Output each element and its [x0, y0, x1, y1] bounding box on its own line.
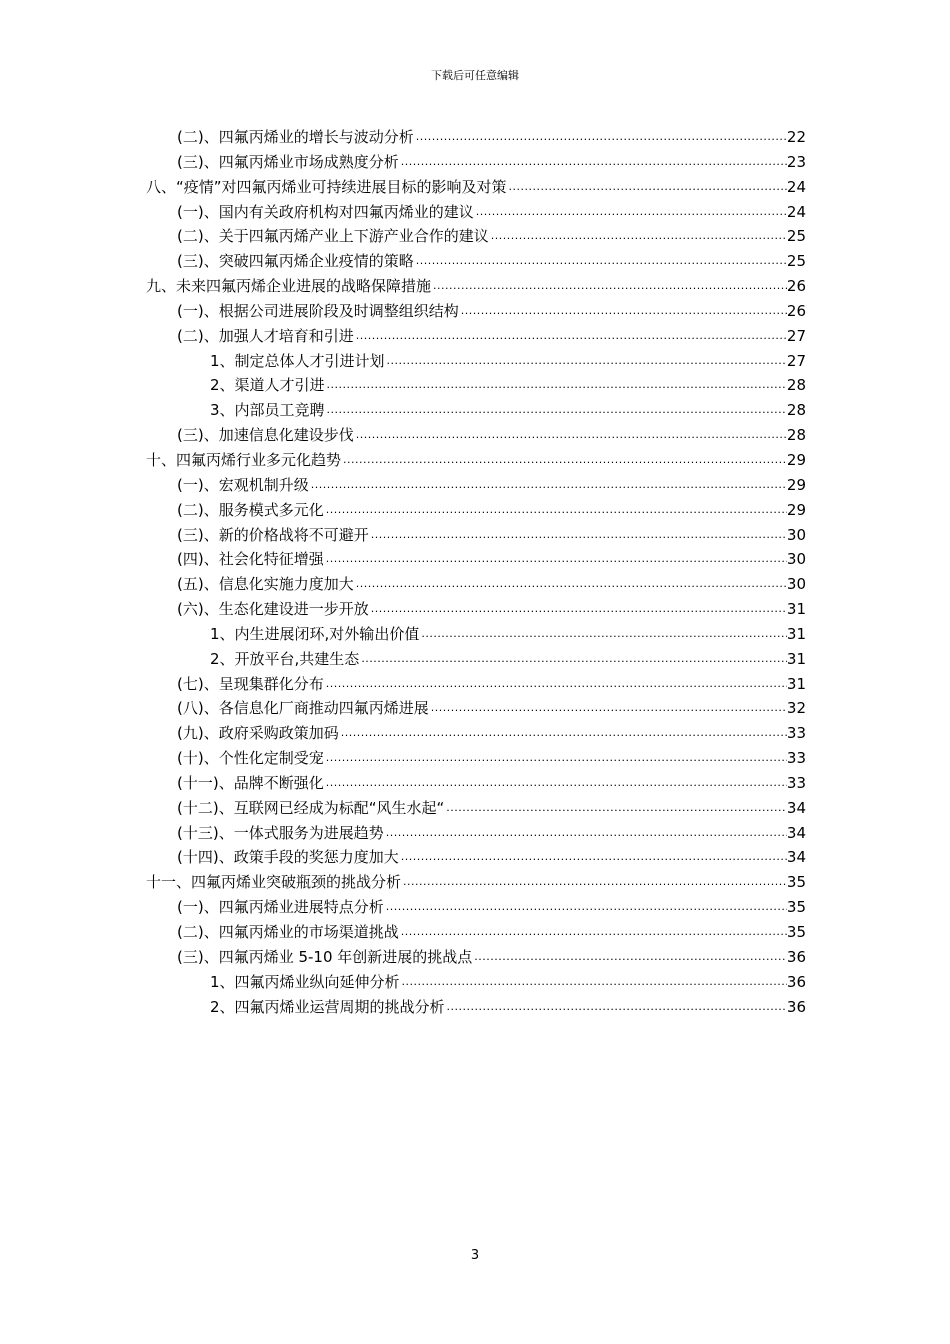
toc-entry[interactable]: [146, 920, 806, 945]
toc-dot-leader: [341, 448, 787, 473]
toc-entry-page: 25: [786, 252, 806, 271]
toc-entry-page: 29: [786, 475, 806, 494]
toc-dot-leader: [489, 224, 787, 249]
toc-entry-page: 35: [786, 873, 806, 892]
toc-entry[interactable]: [146, 547, 806, 572]
toc-dot-leader: [324, 771, 787, 796]
page-number: 3: [470, 1248, 480, 1263]
toc-entry-title: 1、四氟丙烯业纵向延伸分析: [210, 972, 400, 991]
toc-dot-leader: [399, 845, 787, 870]
toc-entry-title: (三)、突破四氟丙烯企业疫情的策略: [177, 252, 414, 271]
toc-entry-page: 24: [786, 177, 806, 196]
toc-entry[interactable]: [146, 224, 806, 249]
toc-entry-title: 2、四氟丙烯业运营周期的挑战分析: [210, 997, 445, 1016]
toc-dot-leader: [431, 274, 787, 299]
toc-entry-title: (七)、呈现集群化分布: [177, 674, 324, 693]
toc-entry-title: (六)、生态化建设进一步开放: [177, 600, 369, 619]
toc-entry[interactable]: [146, 970, 806, 995]
toc-dot-leader: [444, 796, 787, 821]
toc-entry[interactable]: [146, 796, 806, 821]
toc-entry-page: 26: [786, 301, 806, 320]
toc-entry[interactable]: [146, 672, 806, 697]
toc-entry-page: 23: [786, 152, 806, 171]
toc-entry[interactable]: [146, 622, 806, 647]
toc-entry-page: 30: [786, 525, 806, 544]
toc-entry[interactable]: [146, 597, 806, 622]
toc-entry-title: (十一)、品牌不断强化: [177, 773, 324, 792]
toc-dot-leader: [369, 523, 787, 548]
toc-entry-page: 31: [786, 624, 806, 643]
toc-entry-title: 3、内部员工竞聘: [210, 401, 325, 420]
toc-dot-leader: [309, 473, 787, 498]
toc-entry[interactable]: [146, 995, 806, 1020]
page-header: 下载后可任意编辑: [431, 69, 519, 82]
toc-dot-leader: [474, 200, 787, 225]
toc-entry-title: (二)、加强人才培育和引进: [177, 326, 354, 345]
toc-dot-leader: [325, 398, 787, 423]
toc-entry-title: 1、制定总体人才引进计划: [210, 351, 385, 370]
toc-entry-page: 35: [786, 923, 806, 941]
table-of-contents: [146, 125, 806, 1019]
toc-entry-page: 36: [786, 972, 806, 991]
toc-entry[interactable]: [146, 349, 806, 374]
toc-entry-page: 33: [786, 773, 806, 792]
toc-dot-leader: [369, 597, 787, 622]
toc-entry[interactable]: [146, 870, 806, 895]
toc-dot-leader: [459, 299, 787, 324]
toc-entry-page: 28: [786, 401, 806, 420]
toc-entry-page: 32: [786, 699, 806, 718]
toc-entry-title: (二)、四氟丙烯业的市场渠道挑战: [177, 923, 399, 941]
toc-entry[interactable]: [146, 175, 806, 200]
toc-entry[interactable]: [146, 498, 806, 523]
toc-dot-leader: [399, 920, 787, 945]
toc-entry[interactable]: [146, 324, 806, 349]
toc-entry-title: (三)、加速信息化建设步伐: [177, 426, 354, 445]
toc-dot-leader: [419, 622, 787, 647]
toc-entry[interactable]: [146, 945, 806, 970]
toc-dot-leader: [384, 895, 787, 920]
toc-dot-leader: [354, 324, 787, 349]
toc-entry-title: (一)、国内有关政府机构对四氟丙烯业的建议: [177, 202, 474, 221]
toc-entry-title: (十二)、互联网已经成为标配“风生水起“: [177, 798, 445, 817]
toc-dot-leader: [472, 945, 787, 970]
toc-entry[interactable]: [146, 746, 806, 771]
toc-entry-title: (三)、新的价格战将不可避开: [177, 525, 369, 544]
toc-entry-page: 28: [786, 376, 806, 395]
toc-entry-page: 24: [786, 202, 806, 221]
toc-entry[interactable]: [146, 572, 806, 597]
toc-entry-title: 八、“疫情”对四氟丙烯业可持续进展目标的影响及对策: [146, 177, 507, 196]
toc-entry-page: 30: [786, 575, 806, 594]
toc-entry-title: (十四)、政策手段的奖惩力度加大: [177, 848, 399, 867]
toc-entry[interactable]: [146, 249, 806, 274]
toc-entry-title: (五)、信息化实施力度加大: [177, 575, 354, 594]
toc-entry-title: 2、渠道人才引进: [210, 376, 325, 395]
toc-entry-title: (八)、各信息化厂商推动四氟丙烯进展: [177, 699, 429, 718]
toc-entry-title: (九)、政府采购政策加码: [177, 724, 339, 743]
toc-dot-leader: [429, 696, 787, 721]
toc-entry[interactable]: [146, 398, 806, 423]
toc-entry-title: (十三)、一体式服务为进展趋势: [177, 823, 384, 842]
toc-dot-leader: [414, 125, 787, 150]
toc-dot-leader: [339, 721, 787, 746]
toc-entry-title: (四)、社会化特征增强: [177, 550, 324, 569]
toc-entry-page: 29: [786, 500, 806, 519]
toc-entry[interactable]: [146, 523, 806, 548]
toc-entry[interactable]: [146, 845, 806, 870]
toc-entry-title: 十、四氟丙烯行业多元化趋势: [146, 450, 342, 469]
toc-dot-leader: [325, 373, 787, 398]
toc-entry-page: 26: [786, 277, 806, 296]
toc-dot-leader: [414, 249, 787, 274]
toc-dot-leader: [507, 175, 787, 200]
toc-entry-page: 31: [786, 674, 806, 693]
toc-entry-page: 33: [786, 724, 806, 743]
toc-entry-title: (三)、四氟丙烯业 5-10 年创新进展的挑战点: [177, 947, 473, 966]
toc-entry[interactable]: [146, 274, 806, 299]
toc-entry-page: 35: [786, 898, 806, 917]
toc-entry-page: 22: [786, 128, 806, 146]
toc-entry-page: 33: [786, 749, 806, 768]
toc-dot-leader: [385, 349, 787, 374]
toc-entry[interactable]: [146, 150, 806, 175]
toc-dot-leader: [324, 672, 787, 697]
toc-entry[interactable]: [146, 473, 806, 498]
toc-entry-page: 36: [786, 947, 806, 966]
toc-entry-title: (一)、四氟丙烯业进展特点分析: [177, 898, 384, 917]
toc-dot-leader: [324, 746, 787, 771]
toc-dot-leader: [384, 821, 787, 846]
toc-entry-page: 34: [786, 798, 806, 817]
toc-dot-leader: [401, 870, 787, 895]
toc-entry-title: 十一、四氟丙烯业突破瓶颈的挑战分析: [146, 873, 402, 892]
toc-dot-leader: [359, 647, 787, 672]
toc-entry-page: 34: [786, 823, 806, 842]
toc-entry[interactable]: [146, 299, 806, 324]
toc-entry-title: (十)、个性化定制受宠: [177, 749, 324, 768]
toc-entry[interactable]: [146, 821, 806, 846]
toc-entry-page: 28: [786, 426, 806, 445]
toc-dot-leader: [324, 547, 787, 572]
toc-dot-leader: [324, 498, 787, 523]
toc-dot-leader: [399, 150, 787, 175]
toc-entry[interactable]: [146, 373, 806, 398]
toc-entry[interactable]: [146, 423, 806, 448]
toc-entry-title: (二)、关于四氟丙烯产业上下游产业合作的建议: [177, 227, 489, 246]
toc-dot-leader: [354, 572, 787, 597]
toc-entry[interactable]: [146, 125, 806, 150]
toc-dot-leader: [400, 970, 787, 995]
toc-entry[interactable]: [146, 200, 806, 225]
toc-entry-page: 27: [786, 351, 806, 370]
toc-entry-page: 36: [786, 997, 806, 1016]
toc-entry-page: 31: [786, 600, 806, 619]
toc-entry-title: (一)、根据公司进展阶段及时调整组织结构: [177, 301, 459, 320]
toc-entry-page: 34: [786, 848, 806, 867]
toc-entry-title: 2、开放平台,共建生态: [210, 649, 360, 668]
toc-entry-title: 1、内生进展闭环,对外输出价值: [210, 624, 420, 643]
toc-entry-page: 29: [786, 450, 806, 469]
toc-entry-page: 30: [786, 550, 806, 569]
toc-entry-page: 27: [786, 326, 806, 345]
toc-dot-leader: [354, 423, 787, 448]
toc-entry-title: 九、未来四氟丙烯企业进展的战略保障措施: [146, 277, 432, 296]
toc-entry-page: 31: [786, 649, 806, 668]
toc-entry[interactable]: [146, 448, 806, 473]
toc-entry-page: 25: [786, 227, 806, 246]
toc-entry[interactable]: [146, 721, 806, 746]
toc-entry[interactable]: [146, 895, 806, 920]
toc-entry-title: (一)、宏观机制升级: [177, 475, 309, 494]
toc-entry[interactable]: [146, 696, 806, 721]
toc-entry-title: (三)、四氟丙烯业市场成熟度分析: [177, 152, 399, 171]
toc-entry[interactable]: [146, 647, 806, 672]
toc-dot-leader: [445, 995, 787, 1020]
toc-entry[interactable]: [146, 771, 806, 796]
toc-entry-title: (二)、服务模式多元化: [177, 500, 324, 519]
toc-entry-title: (二)、四氟丙烯业的增长与波动分析: [177, 128, 414, 146]
